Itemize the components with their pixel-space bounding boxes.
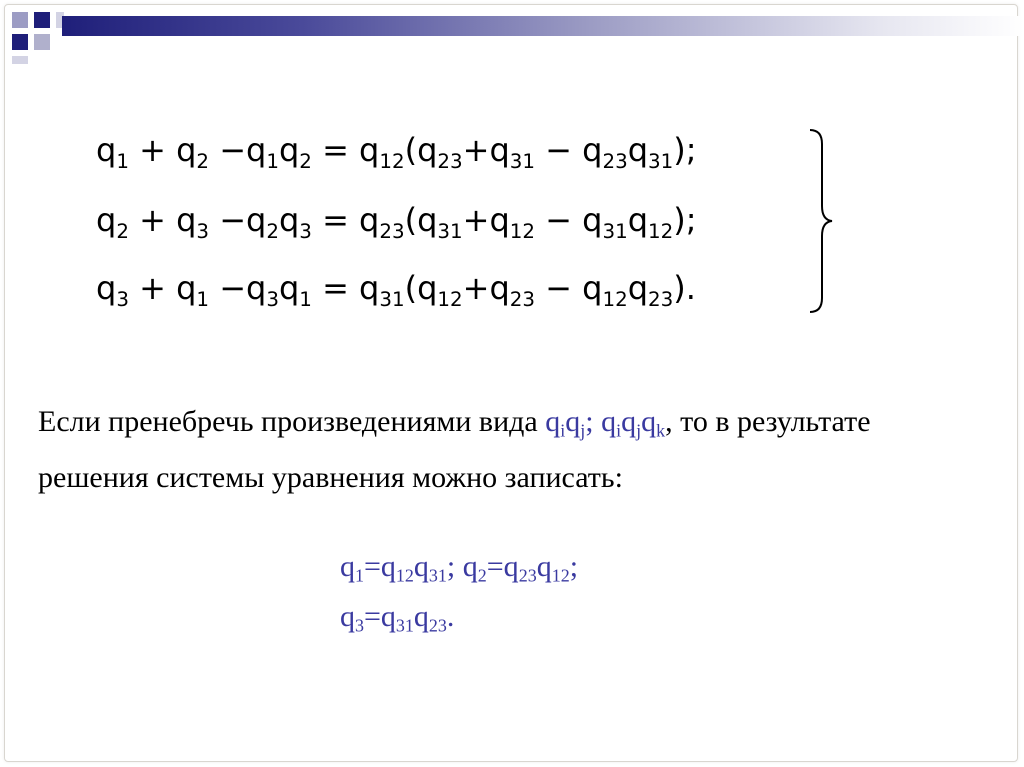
- eq-term: (q: [404, 131, 438, 169]
- eq-subscript: 1: [116, 149, 129, 173]
- eq-term: q: [627, 201, 648, 239]
- eq-subscript: 2: [266, 219, 279, 243]
- eq-subscript: 2: [299, 149, 312, 173]
- eq-subscript: 3: [299, 219, 312, 243]
- eq-term: );: [673, 201, 697, 239]
- result-line-1: $q_1=q_{12}q_{31}$; $q_2=q_{23}q_{12}$;: [340, 550, 579, 586]
- eq-subscript: 1: [299, 287, 312, 311]
- eq-subscript: 23: [379, 219, 405, 243]
- eq-subscript: 1: [266, 149, 279, 173]
- eq-subscript: 3: [266, 287, 279, 311]
- right-brace: [808, 126, 838, 316]
- eq-subscript: 23: [509, 287, 535, 311]
- eq-subscript: 12: [602, 287, 628, 311]
- eq-term: + q: [128, 201, 197, 239]
- eq-subscript: 12: [648, 219, 674, 243]
- eq-subscript: 31: [648, 149, 674, 173]
- slide-frame: [4, 4, 1018, 762]
- eq-term: − q: [534, 269, 603, 307]
- eq-term: − q: [534, 131, 603, 169]
- equation-2: [96, 201, 697, 243]
- eq-term: = q: [311, 201, 380, 239]
- equation-1: [96, 131, 697, 173]
- eq-term: q: [278, 269, 300, 307]
- eq-term: q: [278, 131, 300, 169]
- eq-subscript: 23: [437, 149, 463, 173]
- eq-subscript: 2: [196, 149, 210, 173]
- formula-inline: $q_iq_j$; $q_iq_jq_k$: [545, 405, 666, 441]
- eq-term: + q: [128, 269, 197, 307]
- eq-subscript: 12: [379, 149, 405, 173]
- eq-term: +q: [462, 131, 510, 169]
- eq-term: ).: [673, 269, 696, 307]
- decor-square: [12, 12, 28, 28]
- eq-term: −q: [209, 131, 267, 169]
- eq-term: (q: [404, 269, 438, 307]
- eq-term: );: [673, 131, 697, 169]
- eq-subscript: 3: [116, 287, 129, 311]
- eq-subscript: 31: [379, 287, 405, 311]
- eq-term: q: [627, 131, 648, 169]
- eq-subscript: 31: [509, 149, 535, 173]
- paragraph-text: , то в результате решения системы уравнения можно записать:: [38, 405, 871, 495]
- equation-system: [96, 126, 856, 316]
- result-line-2: $q_3=q_{31}q_{23}$.: [340, 600, 455, 636]
- decor-square: [12, 34, 28, 50]
- eq-subscript: 23: [602, 149, 628, 173]
- eq-subscript: 1: [196, 287, 210, 311]
- eq-subscript: 2: [116, 219, 129, 243]
- eq-term: + q: [128, 131, 197, 169]
- eq-term: = q: [311, 131, 380, 169]
- eq-term: −q: [209, 269, 267, 307]
- eq-term: = q: [311, 269, 380, 307]
- header-gradient-bar: [62, 16, 1024, 36]
- eq-subscript: 12: [437, 287, 463, 311]
- eq-term: q: [278, 201, 300, 239]
- equation-3: [96, 269, 696, 311]
- paragraph-text: Если пренебречь произведениями вида: [38, 405, 546, 438]
- eq-subscript: 31: [437, 219, 463, 243]
- eq-term: q: [96, 269, 117, 307]
- eq-term: q: [96, 201, 117, 239]
- decor-square: [34, 34, 50, 50]
- eq-subscript: 31: [602, 219, 628, 243]
- eq-term: q: [627, 269, 648, 307]
- body-paragraph: [38, 398, 988, 502]
- eq-term: (q: [404, 201, 438, 239]
- eq-term: +q: [462, 269, 510, 307]
- eq-subscript: 23: [648, 287, 674, 311]
- decor-square: [12, 56, 28, 64]
- eq-term: − q: [534, 201, 603, 239]
- eq-subscript: 12: [509, 219, 535, 243]
- eq-term: q: [96, 131, 117, 169]
- eq-term: +q: [462, 201, 510, 239]
- eq-term: −q: [209, 201, 267, 239]
- result-formulas: [340, 546, 1000, 647]
- eq-subscript: 3: [196, 219, 210, 243]
- decor-square: [34, 12, 50, 28]
